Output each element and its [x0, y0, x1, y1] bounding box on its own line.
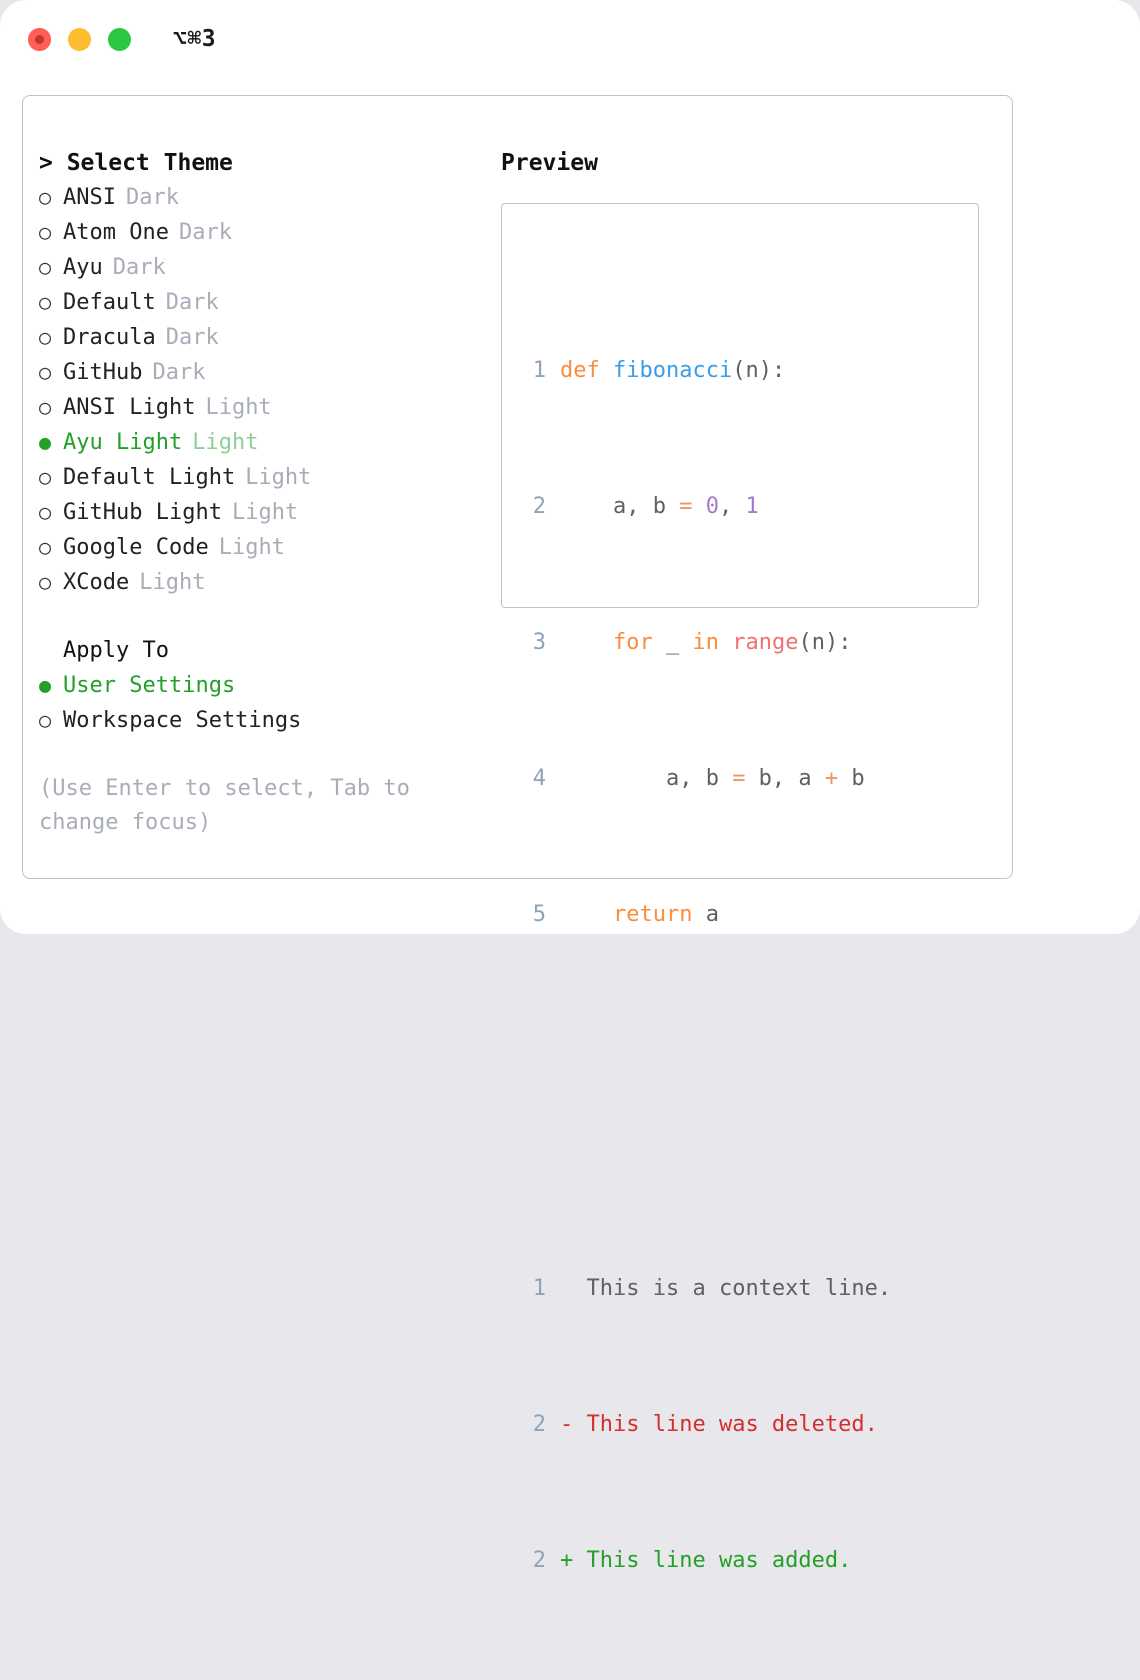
apply-to-user-settings[interactable]	[39, 668, 489, 703]
diff-marker: +	[560, 1548, 587, 1573]
preview-code	[524, 252, 891, 1680]
code-token: in	[692, 630, 719, 655]
theme-option-tag: Light	[205, 395, 272, 420]
code-line	[524, 490, 891, 524]
line-number: 4	[532, 766, 546, 791]
zoom-button-icon[interactable]	[108, 28, 131, 51]
window-controls[interactable]	[28, 28, 131, 51]
diff-line-deleted	[524, 1408, 891, 1442]
theme-option-atom-one[interactable]	[39, 215, 489, 250]
code-token: _	[652, 630, 693, 655]
close-button-icon[interactable]	[28, 28, 51, 51]
theme-option-tag: Dark	[125, 185, 179, 210]
code-line	[524, 626, 891, 660]
apply-to-list[interactable]	[39, 668, 489, 738]
theme-option-tag: Dark	[178, 220, 232, 245]
line-number: 1	[532, 358, 546, 383]
line-number: 1	[532, 1276, 546, 1301]
code-token: =	[679, 494, 706, 519]
preview-column	[501, 146, 1001, 180]
theme-option-label: Ayu	[63, 255, 103, 280]
theme-option-github[interactable]	[39, 355, 489, 390]
theme-option-label: Default Light	[63, 465, 236, 490]
theme-option-label: XCode	[63, 570, 130, 595]
theme-option-default-light[interactable]	[39, 460, 489, 495]
line-number: 3	[532, 630, 546, 655]
theme-option-tag: Light	[218, 535, 285, 560]
select-theme-heading: > Select Theme	[39, 150, 233, 176]
code-token	[560, 902, 613, 927]
theme-option-dracula[interactable]	[39, 320, 489, 355]
spacer	[39, 600, 489, 634]
code-token: def	[560, 358, 613, 383]
theme-option-tag: Light	[245, 465, 312, 490]
code-line	[524, 354, 891, 388]
theme-option-label: Dracula	[63, 325, 156, 350]
radio-off-icon: ○	[39, 570, 52, 594]
radio-off-icon: ○	[39, 535, 52, 559]
apply-to-heading: Apply To	[63, 638, 169, 663]
code-token: a	[692, 902, 719, 927]
code-token: (n):	[732, 358, 786, 383]
theme-option-github-light[interactable]	[39, 495, 489, 530]
theme-option-tag: Dark	[112, 255, 166, 280]
theme-option-tag: Light	[192, 430, 259, 455]
radio-on-icon: ●	[39, 673, 52, 697]
radio-off-icon: ○	[39, 290, 52, 314]
theme-option-list[interactable]	[39, 180, 489, 600]
theme-option-tag: Dark	[165, 290, 219, 315]
preview-box	[501, 203, 979, 1573]
radio-off-icon: ○	[39, 360, 52, 384]
theme-option-ansi[interactable]	[39, 180, 489, 215]
theme-option-label: GitHub Light	[63, 500, 222, 525]
line-number: 2	[532, 1548, 546, 1573]
radio-off-icon: ○	[39, 395, 52, 419]
theme-option-label: GitHub	[63, 360, 143, 385]
theme-option-label: Ayu Light	[63, 430, 183, 455]
minimize-button-icon[interactable]	[68, 28, 91, 51]
preview-heading: Preview	[501, 150, 598, 176]
code-token: return	[612, 902, 693, 927]
code-token: +	[824, 766, 839, 791]
radio-off-icon: ○	[39, 500, 52, 524]
diff-marker	[560, 1276, 587, 1301]
radio-off-icon: ○	[39, 465, 52, 489]
diff-text: This line was deleted.	[586, 1412, 878, 1437]
code-token: fibonacci	[612, 358, 733, 383]
theme-option-label: ANSI Light	[63, 395, 196, 420]
code-token	[719, 630, 732, 655]
theme-option-google-code[interactable]	[39, 530, 489, 565]
code-token: (n):	[798, 630, 852, 655]
radio-on-icon: ●	[39, 430, 52, 454]
theme-option-xcode[interactable]	[39, 565, 489, 600]
code-line	[524, 762, 891, 796]
code-token: range	[732, 630, 799, 655]
code-token: for	[612, 630, 653, 655]
theme-option-default[interactable]	[39, 285, 489, 320]
code-token: b, a	[745, 766, 825, 791]
theme-option-label: Google Code	[63, 535, 209, 560]
theme-option-label: Default	[63, 290, 156, 315]
line-number: 5	[532, 902, 546, 927]
diff-text: This is a context line.	[586, 1276, 892, 1301]
apply-to-workspace-settings[interactable]	[39, 703, 489, 738]
theme-option-ansi-light[interactable]	[39, 390, 489, 425]
code-blank-line	[524, 1136, 891, 1170]
theme-option-label: ANSI	[63, 185, 116, 210]
code-token: a, b	[560, 494, 680, 519]
radio-off-icon: ○	[39, 708, 52, 732]
line-number: 2	[532, 1412, 546, 1437]
theme-option-tag: Light	[139, 570, 206, 595]
diff-text: This line was added.	[586, 1548, 852, 1573]
radio-off-icon: ○	[39, 220, 52, 244]
theme-option-tag: Dark	[165, 325, 219, 350]
theme-selector-column	[39, 146, 489, 840]
code-token: 1	[745, 494, 759, 519]
code-blank-line	[524, 1034, 891, 1068]
code-token	[560, 630, 613, 655]
radio-off-icon: ○	[39, 185, 52, 209]
code-token: =	[732, 766, 746, 791]
radio-off-icon: ○	[39, 255, 52, 279]
apply-to-label: Workspace Settings	[63, 708, 302, 733]
theme-option-label: Atom One	[63, 220, 169, 245]
diff-line-added	[524, 1544, 891, 1578]
theme-option-tag: Dark	[152, 360, 206, 385]
keyboard-hint: (Use Enter to select, Tab to change focus)	[39, 776, 424, 835]
window-title: ⌥⌘3	[173, 26, 217, 52]
code-token: 0	[705, 494, 719, 519]
code-token: a, b	[560, 766, 733, 791]
theme-option-ayu-light[interactable]	[39, 425, 489, 460]
theme-option-ayu[interactable]	[39, 250, 489, 285]
theme-option-tag: Light	[231, 500, 299, 525]
title-bar	[0, 0, 1140, 78]
code-token: ,	[718, 494, 746, 519]
diff-marker: -	[560, 1412, 587, 1437]
diff-line-context	[524, 1272, 891, 1306]
apply-to-label: User Settings	[63, 673, 236, 698]
code-line	[524, 898, 891, 932]
radio-off-icon: ○	[39, 325, 52, 349]
line-number: 2	[532, 494, 546, 519]
code-token: b	[838, 766, 865, 791]
main-panel	[22, 95, 1013, 1573]
